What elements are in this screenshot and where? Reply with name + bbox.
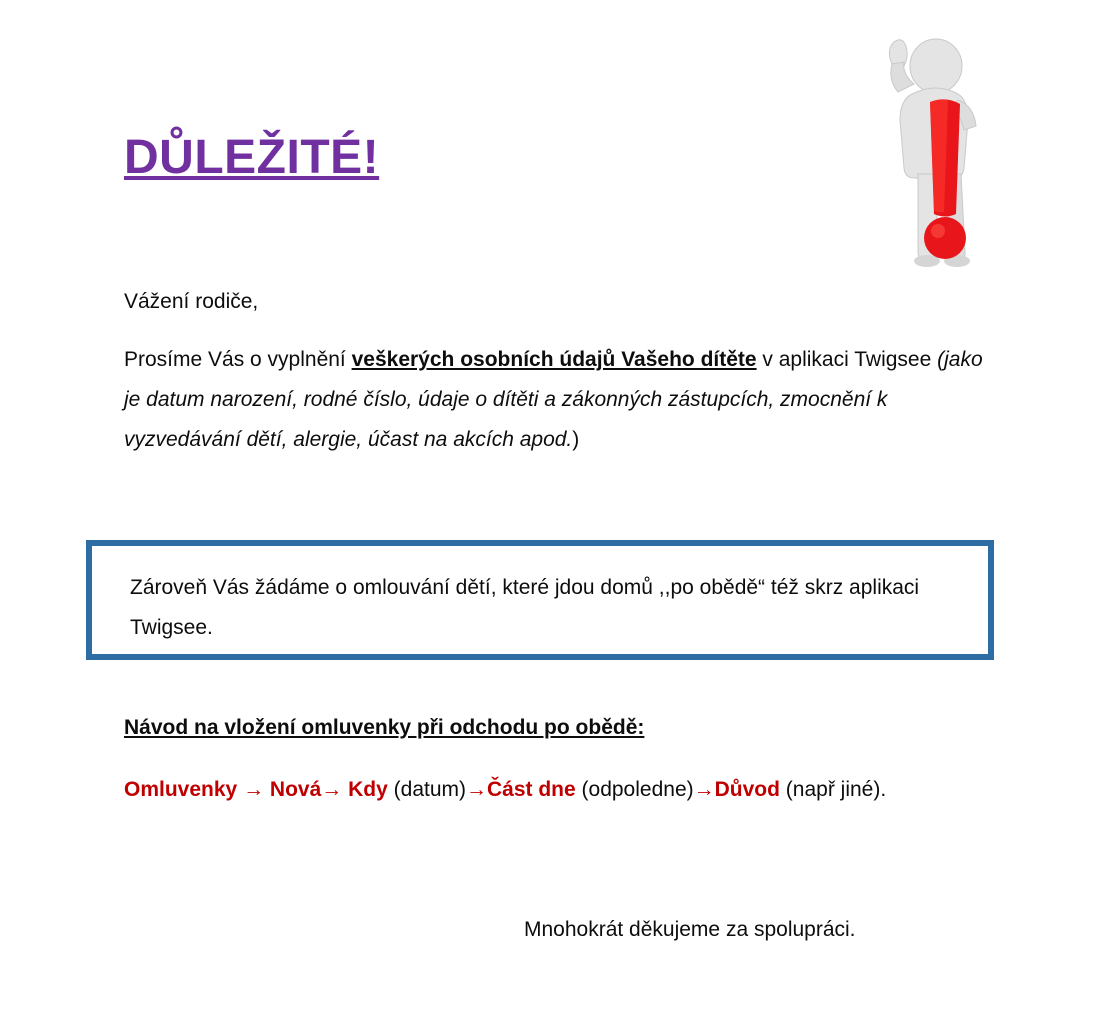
arrow-icon-1: → <box>243 778 265 801</box>
step-nova: Nová <box>269 778 322 801</box>
note-jine: (např jiné). <box>785 778 887 801</box>
notice-box-text: Zároveň Vás žádáme o omlouvání dětí, které jdou domů ,,po obědě“ též skrz aplikaci Twigsee. <box>130 576 920 639</box>
notice-box <box>86 540 994 660</box>
intro-paragraph <box>124 340 984 460</box>
arrow-icon-4: → <box>693 778 715 801</box>
intro-continuation: v aplikaci Twigsee <box>756 348 938 371</box>
note-datum: (datum) <box>393 778 466 801</box>
intro-tail: ) <box>572 428 580 451</box>
intro-emphasis: veškerých osobních údajů Vašeho dítěte <box>351 348 757 371</box>
note-odpoledne: (odpoledne) <box>581 778 694 801</box>
step-kdy: Kdy <box>348 778 388 801</box>
step-duvod: Důvod <box>714 778 780 801</box>
intro-lead: Prosíme Vás o vyplnění <box>124 348 352 371</box>
exclamation-mark-figure-illustration <box>852 24 1000 284</box>
arrow-icon-3: → <box>466 778 487 801</box>
greeting-line: Vážení rodiče, <box>124 290 259 313</box>
arrow-icon-2: → <box>321 778 343 801</box>
closing-line: Mnohokrát děkujeme za spolupráci. <box>524 918 856 941</box>
instructions-steps <box>124 770 1004 810</box>
intro-italic-note: (jako je datum narození, rodné číslo, údaje o dítěti a zákonných zástupcích, zmocnění k vyzvedávání dětí, alergie, účast na akcích apod. <box>124 348 983 451</box>
page-title: DŮLEŽITÉ! <box>124 131 380 184</box>
instructions-heading: Návod na vložení omluvenky při odchodu po obědě: <box>124 716 645 739</box>
step-omluvenky: Omluvenky <box>124 778 238 801</box>
step-cast-dne: Část dne <box>487 778 576 801</box>
